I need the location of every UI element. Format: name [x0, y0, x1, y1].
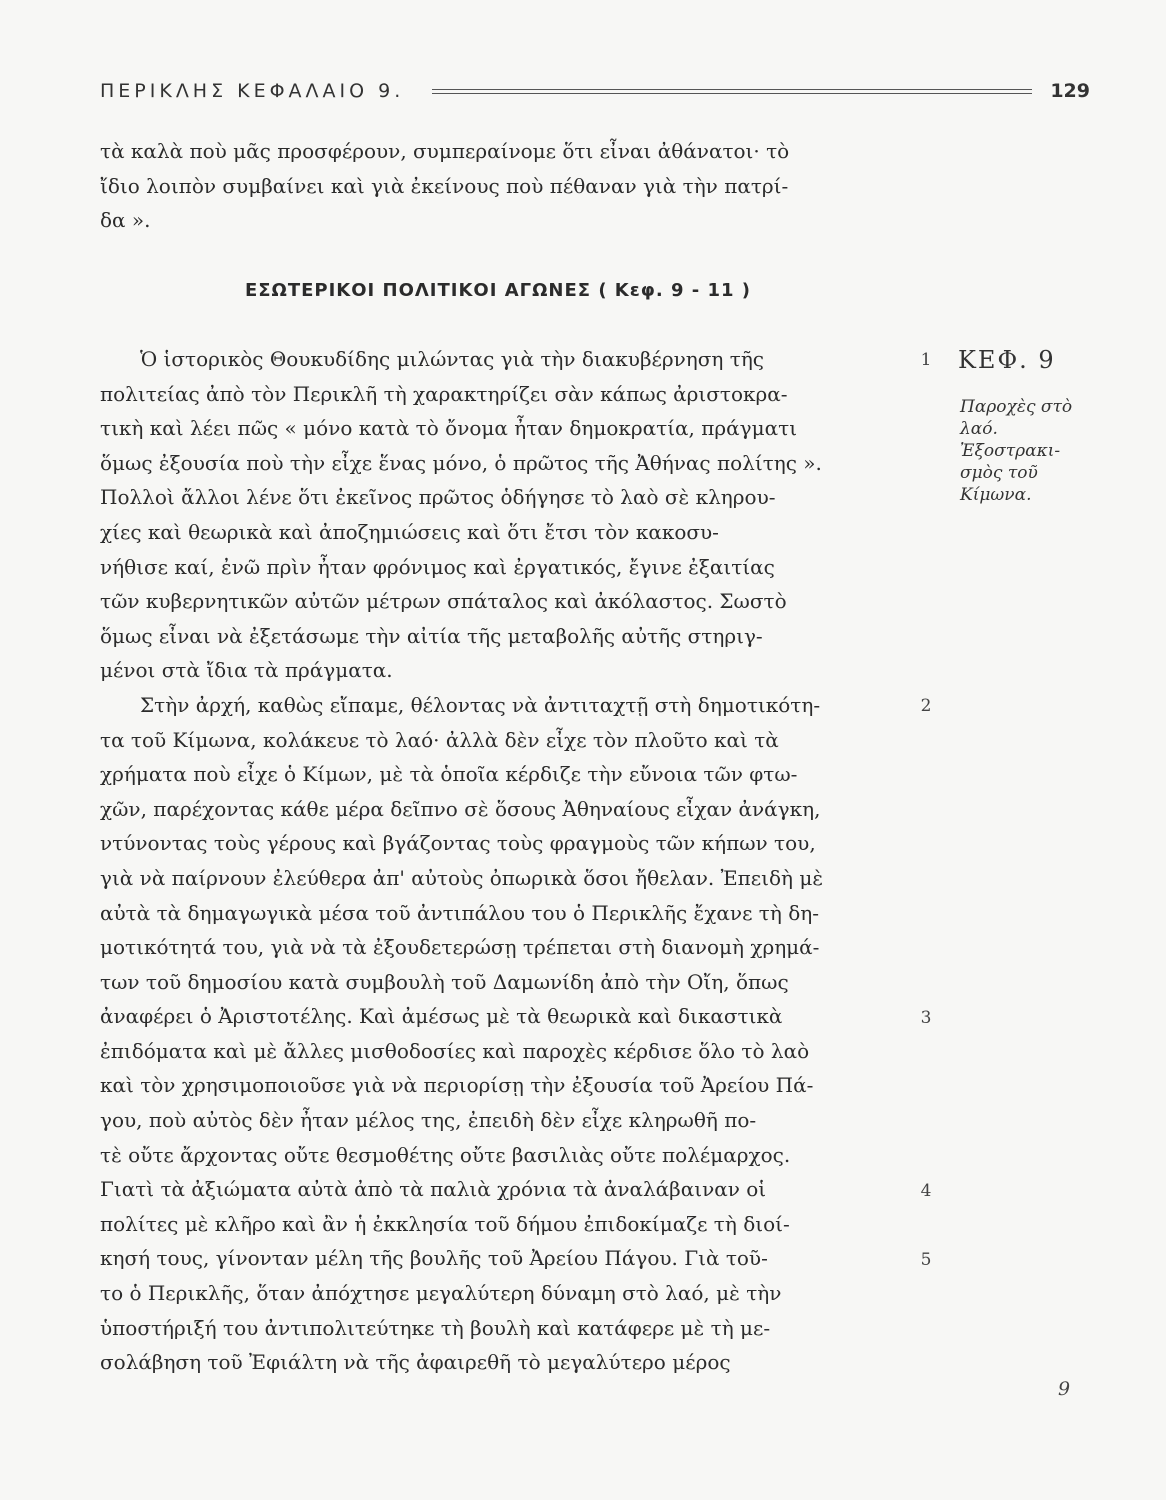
text-line: σολάβηση τοῦ Ἐφιάλτη νὰ τῆς ἀφαιρεθῆ τὸ μεγαλύτερο μέρος — [100, 1350, 731, 1375]
text-line: χρήματα ποὺ εἶχε ὁ Κίμων, μὲ τὰ ὁποῖα κέρδιζε τὴν εὔνοια τῶν φτω- — [100, 762, 798, 787]
text-line: ἀναφέρει ὁ Ἀριστοτέλης. Καὶ ἀμέσως μὲ τὰ θεωρικὰ καὶ δικαστικὰ — [100, 1004, 783, 1029]
text-line: μοτικότητά του, γιὰ νὰ τὰ ἐξουδετερώσῃ τρέπεται στὴ διανομὴ χρημά- — [100, 935, 820, 960]
margin-note-line: Κίμωνα. — [960, 485, 1032, 505]
paragraph-number: 5 — [920, 1250, 932, 1270]
paragraph-number: 4 — [920, 1181, 932, 1201]
paragraph-number: 2 — [920, 696, 932, 716]
text-line: αὐτὰ τὰ δημαγωγικὰ μέσα τοῦ ἀντιπάλου του ὁ Περικλῆς ἔχανε τὴ δη- — [100, 900, 819, 925]
text-line: Ὁ ἱστορικὸς Θουκυδίδης μιλώντας γιὰ τὴν διακυβέρνηση τῆς — [140, 347, 765, 371]
text-line: ἐπιδόματα καὶ μὲ ἄλλες μισθοδοσίες καὶ παροχὲς κέρδισε ὅλο τὸ λαὸ — [100, 1038, 810, 1063]
margin-note-line: Ἐξοστρακι- — [960, 441, 1061, 461]
text-line: ἴδιο λοιπὸν συμβαίνει καὶ γιὰ ἐκείνους ποὺ πέθαναν γιὰ τὴν πατρί- — [100, 173, 789, 198]
margin-note-line: σμὸς τοῦ — [960, 463, 1038, 483]
section-heading: ΕΣΩΤΕΡΙΚΟΙ ΠΟΛΙΤΙΚΟΙ ΑΓΩΝΕΣ ( Κεφ. 9 - 11 ) — [244, 280, 752, 301]
text-line: των τοῦ δημοσίου κατὰ συμβουλὴ τοῦ Δαμωνίδη ἀπὸ τὴν Οἴη, ὅπως — [100, 969, 789, 994]
text-line: ντύνοντας τοὺς γέρους καὶ βγάζοντας τοὺς φραγμοὺς τῶν κήπων του, — [100, 831, 816, 856]
text-line: τα τοῦ Κίμωνα, κολάκευε τὸ λαό· ἀλλὰ δὲν εἶχε τὸν πλοῦτο καὶ τὰ — [100, 727, 779, 752]
text-line: δα ». — [100, 208, 151, 233]
margin-note-line: Παροχὲς στὸ — [960, 397, 1073, 417]
paragraph-number: 1 — [920, 350, 932, 370]
text-line: χίες καὶ θεωρικὰ καὶ ἀποζημιώσεις καὶ ὅτι ἔτσι τὸν κακοσυ- — [100, 519, 719, 544]
running-title: ΠΕΡΙΚΛΗΣ ΚΕΦΑΛΑΙΟ 9. — [100, 80, 405, 102]
paragraph-number: 3 — [920, 1008, 932, 1028]
margin-note — [960, 396, 1080, 506]
text-line: γιὰ νὰ παίρνουν ἐλεύθερα ἀπ' αὐτοὺς ὀπωρικὰ ὅσοι ἤθελαν. Ἐπειδὴ μὲ — [100, 865, 824, 890]
text-line: καὶ τὸν χρησιμοποιοῦσε γιὰ νὰ περιορίσῃ τὴν ἐξουσία τοῦ Ἀρείου Πά- — [100, 1073, 814, 1098]
text-line: τῶν κυβερνητικῶν αὐτῶν μέτρων σπάταλος καὶ ἀκόλαστος. Σωστὸ — [100, 589, 787, 614]
header-rule — [432, 89, 1032, 94]
text-line: Γιατὶ τὰ ἀξιώματα αὐτὰ ἀπὸ τὰ παλιὰ χρόνια τὰ ἀναλάβαιναν οἱ — [100, 1177, 767, 1202]
text-line: χῶν, παρέχοντας κάθε μέρα δεῖπνο σὲ ὅσους Ἀθηναίους εἶχαν ἀνάγκη, — [100, 796, 821, 821]
intro-paragraph — [100, 134, 896, 238]
signature-mark: 9 — [1058, 1378, 1071, 1400]
text-line: μένοι στὰ ἴδια τὰ πράγματα. — [100, 658, 393, 683]
text-line: νήθισε καί, ἐνῶ πρὶν ἦταν φρόνιμος καὶ ἐργατικός, ἔγινε ἐξαιτίας — [100, 554, 775, 579]
text-line: πολιτείας ἀπὸ τὸν Περικλῆ τὴ χαρακτηρίζει σὰν κάπως ἀριστοκρα- — [100, 381, 788, 406]
margin-chapter-label: ΚΕΦ. 9 — [958, 346, 1056, 374]
text-line: ὑποστήριξή του ἀντιπολιτεύτηκε τὴ βουλὴ καὶ κατάφερε μὲ τὴ με- — [100, 1315, 771, 1340]
text-line: τὲ οὔτε ἄρχοντας οὔτε θεσμοθέτης οὔτε βασιλιὰς οὔτε πολέμαρχος. — [100, 1142, 791, 1167]
text-line: τὰ καλὰ ποὺ μᾶς προσφέρουν, συμπεραίνομε ὅτι εἶναι ἀθάνατοι· τὸ — [100, 139, 790, 163]
body-text — [100, 342, 896, 1380]
text-line: το ὁ Περικλῆς, ὅταν ἀπόχτησε μεγαλύτερη δύναμη στὸ λαό, μὲ τὴν — [100, 1281, 782, 1306]
margin-note-line: λαό. — [960, 419, 998, 439]
text-line: τικὴ καὶ λέει πῶς « μόνο κατὰ τὸ ὄνομα ἦταν δημοκρατία, πράγματι — [100, 416, 798, 441]
running-head — [100, 76, 1090, 106]
text-line: ὅμως ἐξουσία ποὺ τὴν εἶχε ἕνας μόνο, ὁ πρῶτος τῆς Ἀθήνας πολίτης ». — [100, 450, 822, 475]
text-line: κησή τους, γίνονταν μέλη τῆς βουλῆς τοῦ Ἀρείου Πάγου. Γιὰ τοῦ- — [100, 1246, 768, 1271]
text-line: γου, ποὺ αὐτὸς δὲν ἦταν μέλος της, ἐπειδὴ δὲν εἶχε κληρωθῆ πο- — [100, 1108, 757, 1133]
text-line: πολίτες μὲ κλῆρο καὶ ἂν ἡ ἐκκλησία τοῦ δήμου ἐπιδοκίμαζε τὴ διοί- — [100, 1211, 790, 1236]
text-line: ὅμως εἶναι νὰ ἐξετάσωμε τὴν αἰτία τῆς μεταβολῆς αὐτῆς στηριγ- — [100, 623, 763, 648]
text-line: Στὴν ἀρχή, καθὼς εἴπαμε, θέλοντας νὰ ἀντιταχτῇ στὴ δημοτικότη- — [140, 692, 821, 717]
text-line: Πολλοὶ ἄλλοι λένε ὅτι ἐκεῖνος πρῶτος ὁδήγησε τὸ λαὸ σὲ κληρου- — [100, 485, 776, 510]
page-number: 129 — [1050, 80, 1090, 102]
